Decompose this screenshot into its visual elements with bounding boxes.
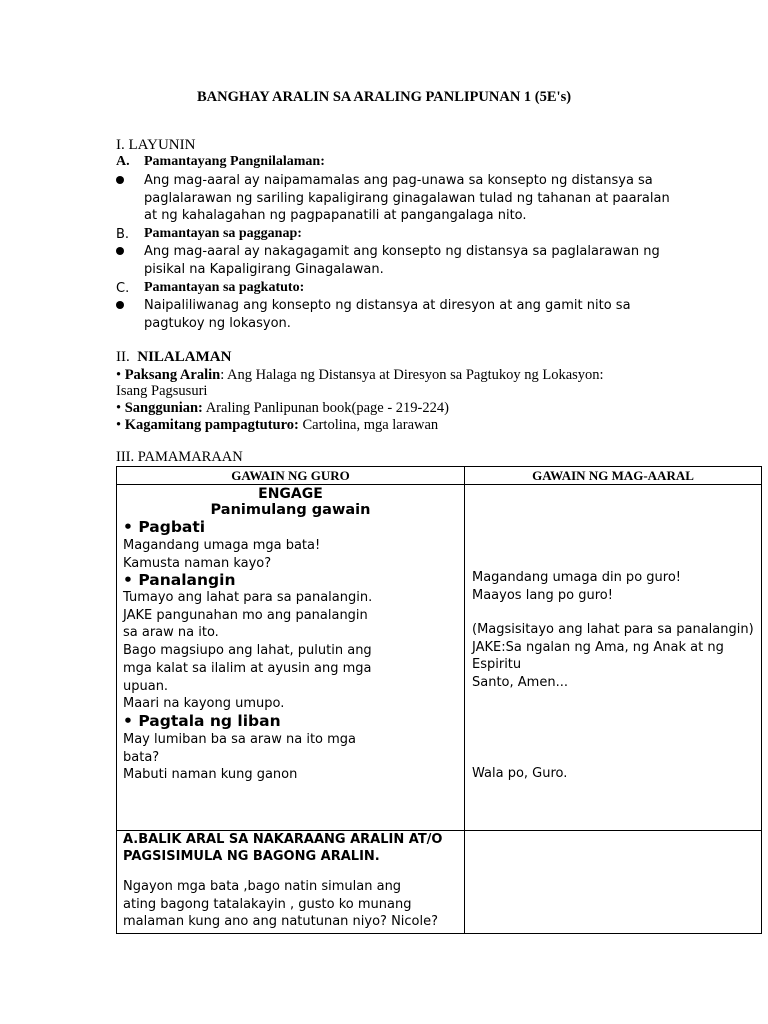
- sanggunian-value: Araling Panlipunan book(page - 219-224): [202, 400, 449, 416]
- bullet-icon: [116, 301, 124, 309]
- text-line: malaman kung ano ang natutunan niyo? Nicole?: [123, 914, 439, 930]
- text-line: mga kalat sa ilalim at ayusin ang mga: [123, 660, 372, 676]
- kagamitan-value: Cartolina, mga larawan: [298, 417, 439, 433]
- paksa-label: Paksang Aralin: [124, 367, 221, 383]
- text-line: Naipaliliwanag ang konsepto ng distansya at diresyon at ang gamit nito sa: [144, 298, 631, 313]
- layunin-a-letter: A.: [116, 154, 130, 169]
- text-line: Maayos lang po guro!: [472, 587, 613, 603]
- layunin-c-label: Pamantayan sa pagkatuto:: [144, 280, 305, 295]
- text-line: Ngayon mga bata ,bago natin simulan ang: [123, 879, 402, 894]
- pagtala-heading: [123, 712, 281, 730]
- pagbati-text: [123, 537, 320, 572]
- panalangin-text: [123, 589, 372, 713]
- text-line: Kamusta naman kayo?: [123, 555, 272, 571]
- document-title: BANGHAY ARALIN SA ARALING PANLIPUNAN 1 (5E's): [196, 89, 572, 105]
- panalangin-heading: [123, 571, 235, 589]
- column-header-guro: GAWAIN NG GURO: [231, 468, 350, 483]
- layunin-c-letter: C.: [116, 281, 130, 296]
- text-line: upuan.: [123, 678, 169, 694]
- kagamitan-line: [116, 417, 438, 434]
- pagtala-text: [123, 731, 356, 784]
- pagbati-heading: [123, 518, 205, 536]
- sanggunian-line: [116, 400, 449, 417]
- engage-heading: ENGAGE: [258, 486, 323, 502]
- text-line: May lumiban ba sa araw na ito mga: [123, 732, 357, 747]
- sanggunian-label: Sanggunian:: [124, 400, 203, 416]
- layunin-a-label: Pamantayang Pangnilalaman:: [144, 154, 325, 169]
- row-divider: [117, 484, 761, 485]
- text-line: at ng kahalagahan ng pagpapanatili at pangangalaga nito.: [144, 208, 527, 224]
- bullet-icon: [116, 176, 124, 184]
- balik-aral-heading: [123, 832, 442, 865]
- bullet-icon: •: [123, 712, 133, 730]
- text-line: Magandang umaga din po guro!: [472, 570, 681, 585]
- panimulang-gawain-heading: Panimulang gawain: [210, 502, 371, 518]
- text-line: Ang mag-aaral ay nakagagamit ang konsepto ng distansya sa paglalarawan ng: [144, 244, 660, 259]
- section-pamamaraan-heading: III. PAMAMARAAN: [116, 449, 243, 465]
- text-line: Magandang umaga mga bata!: [123, 538, 321, 553]
- text-line: Tumayo ang lahat para sa panalangin.: [123, 590, 373, 605]
- layunin-a-text: [144, 172, 670, 225]
- text-line: ating bagong tatalakayin , gusto ko munang: [123, 896, 412, 912]
- paksa-line: [116, 367, 604, 384]
- layunin-b-label: Pamantayan sa pagganap:: [144, 226, 302, 241]
- text-line: pisikal na Kapaligirang Ginagalawan.: [144, 261, 384, 277]
- paksa-value: : Ang Halaga ng Distansya at Diresyon sa Pagtukoy ng Lokasyon:: [220, 367, 604, 383]
- student-response-pagtala: Wala po, Guro.: [472, 766, 568, 781]
- text-line: paglalarawan ng sariling kapaligirang ginagalawan tulad ng tahanan at paaralan: [144, 190, 670, 206]
- text-line: Ang mag-aaral ay naipamamalas ang pag-unawa sa konsepto ng distansya sa: [144, 173, 653, 188]
- text-line: Mabuti naman kung ganon: [123, 767, 298, 783]
- text-line: A.BALIK ARAL SA NAKARAANG ARALIN AT/O: [123, 832, 443, 847]
- bullet-icon: •: [116, 417, 122, 433]
- text-line: Bago magsiupo ang lahat, pulutin ang: [123, 643, 372, 659]
- text-line: Santo, Amen...: [472, 675, 568, 691]
- section-numeral: II.: [116, 349, 130, 365]
- bullet-icon: •: [116, 367, 122, 383]
- kagamitan-label: Kagamitang pampagtuturo:: [124, 417, 299, 433]
- column-divider: [464, 467, 465, 933]
- section-title: NILALAMAN: [137, 349, 232, 365]
- text-line: (Magsisitayo ang lahat para sa panalangin): [472, 622, 754, 637]
- student-response-panalangin: [472, 621, 761, 692]
- bullet-icon: •: [123, 518, 133, 536]
- balik-aral-text: [123, 878, 438, 931]
- text-line: Maari na kayong umupo.: [123, 696, 285, 712]
- text-line: pagtukoy ng lokasyon.: [144, 315, 291, 331]
- layunin-b-text: [144, 243, 660, 278]
- text-line: sa araw na ito.: [123, 625, 219, 641]
- column-header-mag-aaral: GAWAIN NG MAG-AARAL: [532, 468, 694, 483]
- paksa-value-cont: Isang Pagsusuri: [116, 383, 208, 399]
- panalangin-label: Panalangin: [138, 571, 236, 589]
- bullet-icon: [116, 247, 124, 255]
- layunin-b-letter: B.: [116, 227, 130, 242]
- bullet-icon: •: [123, 571, 133, 589]
- section-layunin-heading: I. LAYUNIN: [116, 137, 196, 153]
- text-line: JAKE:Sa ngalan ng Ama, ng Anak at ng Espiritu: [472, 639, 724, 673]
- text-line: JAKE pangunahan mo ang panalangin: [123, 607, 368, 623]
- pagbati-label: Pagbati: [138, 518, 206, 536]
- layunin-c-text: [144, 297, 631, 332]
- lesson-table: [116, 466, 762, 934]
- row-divider: [117, 830, 761, 831]
- student-response-pagbati: [472, 569, 681, 604]
- pagtala-label: Pagtala ng liban: [138, 712, 281, 730]
- text-line: PAGSISIMULA NG BAGONG ARALIN.: [123, 848, 380, 864]
- section-nilalaman-heading: [116, 349, 231, 366]
- text-line: bata?: [123, 749, 160, 765]
- bullet-icon: •: [116, 400, 122, 416]
